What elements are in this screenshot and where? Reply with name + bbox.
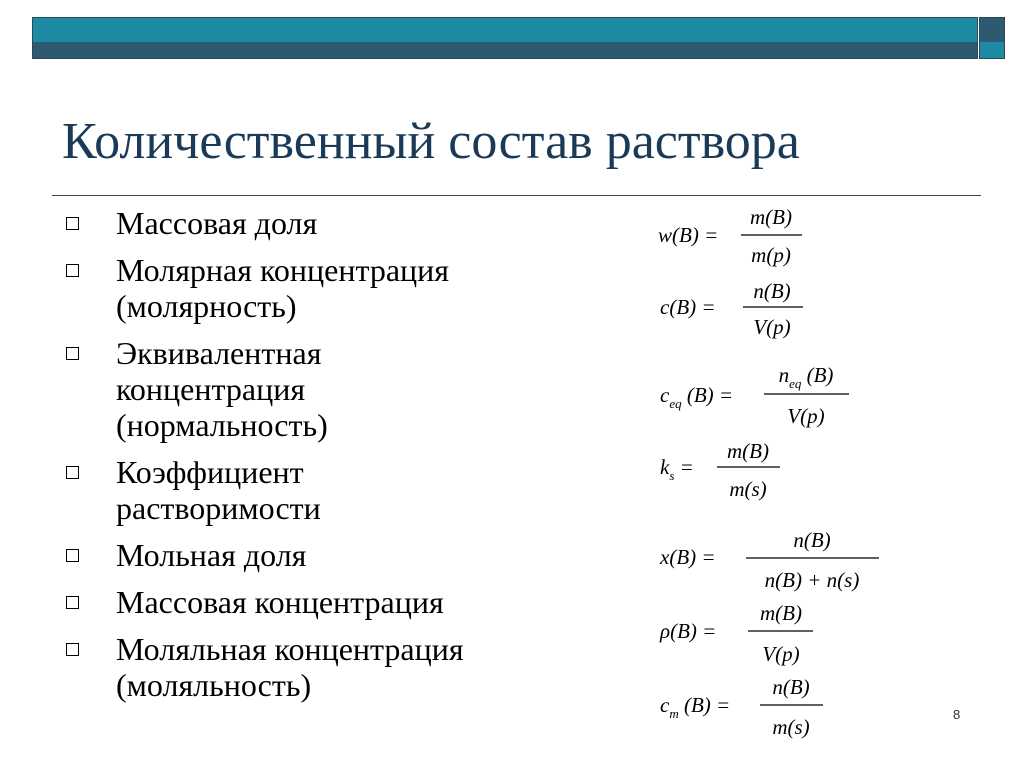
formula-denominator: V(p) xyxy=(753,315,791,339)
formula-denominator: m(s) xyxy=(729,477,767,501)
formula-numerator: m(B) xyxy=(727,439,769,463)
formula-lhs-main: k xyxy=(660,455,670,479)
formula-lhs xyxy=(660,455,694,483)
formula-num-rest: (B) xyxy=(801,363,834,387)
list-item-text: Коэффициент растворимости xyxy=(116,454,321,526)
formula-denominator: m(s) xyxy=(772,715,810,739)
formula-lhs-subscript: eq xyxy=(669,396,682,411)
slide-title: Количественный состав раствора xyxy=(62,113,800,170)
formula-molality xyxy=(660,675,823,739)
formula-mass-fraction xyxy=(658,205,802,267)
formula-num-subscript: eq xyxy=(789,376,802,391)
formula-lhs-rest: (B) = xyxy=(681,383,734,407)
formula-denominator: V(p) xyxy=(762,642,800,666)
formula-lhs: ρ(B) = xyxy=(660,619,717,643)
formula-lhs-rest: = xyxy=(674,455,694,479)
formula-normality xyxy=(660,363,849,428)
formula-lhs xyxy=(660,693,730,721)
formula-lhs-rest: (B) = xyxy=(678,693,731,717)
formula-num-main: n xyxy=(778,363,790,387)
list-item-text: Мольная доля xyxy=(116,537,307,573)
list-item-text: Молярная концентрация (молярность) xyxy=(116,252,450,324)
formula-numerator: n(B) xyxy=(772,675,810,699)
formula-lhs-main: c xyxy=(660,693,670,717)
page-number: 8 xyxy=(953,707,961,722)
formula-molarity xyxy=(660,279,803,339)
formula-numerator xyxy=(779,363,834,391)
list-item-text: Массовая концентрация xyxy=(116,584,444,620)
list-item-text: Моляльная концентрация (моляльность) xyxy=(116,631,464,703)
formula-denominator: m(p) xyxy=(751,243,791,267)
formula-lhs-main: c xyxy=(660,383,670,407)
formula-lhs-subscript: s xyxy=(669,468,675,483)
list-item-text: Массовая доля xyxy=(116,205,318,241)
formula-lhs xyxy=(660,383,733,411)
formula-denominator: V(p) xyxy=(787,404,825,428)
formula-lhs: c(B) = xyxy=(660,295,716,319)
formula-denominator: n(B) + n(s) xyxy=(764,568,860,592)
formula-numerator: n(B) xyxy=(753,279,791,303)
formula-lhs: x(B) = xyxy=(660,545,716,569)
list-item-text: Эквивалентная концентрация (нормальность) xyxy=(116,335,328,443)
formula-numerator: m(B) xyxy=(760,601,802,625)
formula-mole-fraction xyxy=(659,528,879,592)
formula-solubility xyxy=(660,439,780,501)
formula-numerator: n(B) xyxy=(793,528,831,552)
formula-lhs: w(B) = xyxy=(658,223,719,247)
formula-mass-concentration xyxy=(659,601,813,666)
formula-numerator: m(B) xyxy=(750,205,792,229)
formula-lhs-subscript: m xyxy=(669,706,679,721)
